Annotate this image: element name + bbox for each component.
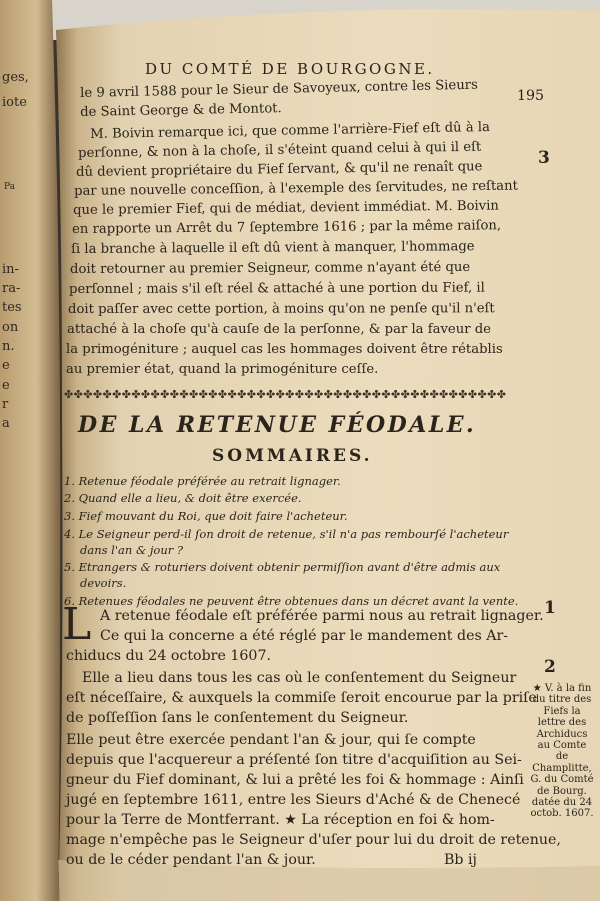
facing-page-fragment: e <box>2 358 10 373</box>
page-number: 195 <box>517 88 545 104</box>
text-line: M. Boivin remarque ici, que comme l'arrière-Fief eſt dû à la <box>90 120 491 142</box>
sommaire-item-continued: dans l'an & jour ? <box>80 543 184 557</box>
text-line: mage n'empêche pas le Seigneur d'uſer pour lui du droit de retenue, <box>66 832 561 848</box>
facing-page-fragment: a <box>2 416 10 431</box>
facing-page-fragment: ra- <box>2 281 21 296</box>
text-line: Elle a lieu dans tous les cas où le conſentement du Seigneur <box>82 670 517 686</box>
text-line: pour la Terre de Montferrant. ★ La réception en foi & hom- <box>66 812 495 828</box>
sommaire-item-continued: devoirs. <box>80 576 127 590</box>
text-line: ſi la branche à laquelle il eſt dû vient à manquer, l'hommage <box>71 239 475 257</box>
text-line: dû devient propriétaire du Fief ſervant, & qu'il ne renaît que <box>76 159 483 180</box>
text-line: le 9 avril 1588 pour le Sieur de Savoyeux, contre les Sieurs <box>80 77 478 101</box>
sommaire-item: 1. Retenue féodale préférée au retrait lignager. <box>64 474 341 488</box>
sommaire-item: 3. Fief mouvant du Roi, que doit faire l'acheteur. <box>64 509 348 523</box>
text-line: chiducs du 24 octobre 1607. <box>66 648 271 664</box>
text-line: A retenue féodale eſt préférée parmi nous au retrait lignager. <box>100 608 544 624</box>
section-title: DE LA RETENUE FÉODALE. <box>78 412 477 438</box>
sommaire-item: 6. Retenues féodales ne peuvent être obtenues dans un décret avant la vente. <box>64 594 519 608</box>
facing-page-fragment: e <box>2 378 10 393</box>
text-line: de poſſeſſion ſans le conſentement du Seigneur. <box>66 710 409 726</box>
text-line: perſonne, & non à la choſe, il s'éteint quand celui à qui il eſt <box>78 139 482 161</box>
text-line: doit paſſer avec cette portion, à moins qu'on ne penſe qu'il n'eſt <box>68 301 495 317</box>
text-line: que le premier Fief, qui de médiat, devient immédiat. M. Boivin <box>73 198 499 218</box>
facing-page-fragment: on <box>2 320 19 335</box>
text-line: Ce qui la concerne a été réglé par le mandement des Ar- <box>100 628 509 644</box>
text-line: en rapporte un Arrêt du 7 ſeptembre 1616 ; par la même raiſon, <box>72 218 502 237</box>
text-line: ou de le céder pendant l'an & jour. <box>66 852 316 868</box>
text-line: par une nouvelle conceſſion, à l'exemple des ſervitudes, ne reſtant <box>74 178 518 199</box>
margin-number: 3 <box>538 148 550 168</box>
signature-mark: Bb ij <box>444 852 477 868</box>
sommaires-heading: SOMMAIRES. <box>212 446 373 466</box>
facing-page-fragment: n. <box>2 339 15 354</box>
text-line: la primogéniture ; auquel cas les hommages doivent être rétablis <box>66 342 503 357</box>
margin-number: 1 <box>544 598 556 618</box>
sommaire-item: 2. Quand elle a lieu, & doit être exercée. <box>64 491 302 505</box>
text-line: gneur du Fief dominant, & lui a prêté les foi & hommage : Ainſi <box>66 772 524 788</box>
facing-page-fragment: Pa <box>4 182 16 192</box>
text-line: perſonnel ; mais s'il eſt réel & attaché à une portion du Fief, il <box>69 280 485 297</box>
text-line: au premier état, quand la primogéniture ceſſe. <box>66 362 379 377</box>
margin-note: ★ V. à la fin du titre des Fiefs la lettre des Archiducs au Comte de Champlitte, G. du Comté de Bourg. datée du 24 octob. 1607. <box>530 683 594 820</box>
facing-page-fragment: tes <box>2 300 22 315</box>
facing-page-fragment: r <box>2 397 9 412</box>
facing-page-fragment: in- <box>2 262 19 277</box>
text-line: Elle peut être exercée pendant l'an & jour, qui ſe compte <box>66 732 476 748</box>
ornament-rule: ✤✤✤✤✤✤✤✤✤✤✤✤✤✤✤✤✤✤✤✤✤✤✤✤✤✤✤✤✤✤✤✤✤✤✤✤✤✤✤✤✤✤✤✤✤✤ <box>64 388 507 401</box>
text-line: attaché à la choſe qu'à cauſe de la perſonne, & par la faveur de <box>67 322 491 337</box>
text-line: eſt néceſſaire, & auxquels la commiſe ſeroit encourue par la priſe <box>66 690 537 706</box>
text-line: depuis que l'acquereur a préſenté ſon titre d'acquiſition au Sei- <box>66 752 522 768</box>
text-line: doit retourner au premier Seigneur, comme n'ayant été que <box>70 259 471 277</box>
facing-page <box>0 0 60 901</box>
text-line: jugé en ſeptembre 1611, entre les Sieurs d'Aché & de Chenecé <box>66 792 521 808</box>
margin-number: 2 <box>544 657 556 677</box>
facing-page-fragment: iote <box>2 95 27 110</box>
facing-page-fragment: ges, <box>2 70 29 85</box>
sommaire-item: 4. Le Seigneur perd-il ſon droit de retenue, s'il n'a pas rembourſé l'acheteur <box>64 527 509 541</box>
text-line: de Saint George & de Montot. <box>80 101 282 120</box>
sommaire-item: 5. Etrangers & roturiers doivent obtenir permiſſion avant d'être admis aux <box>64 560 501 574</box>
running-head: DU COMTÉ DE BOURGOGNE. <box>145 60 435 78</box>
drop-cap: L <box>62 599 92 650</box>
